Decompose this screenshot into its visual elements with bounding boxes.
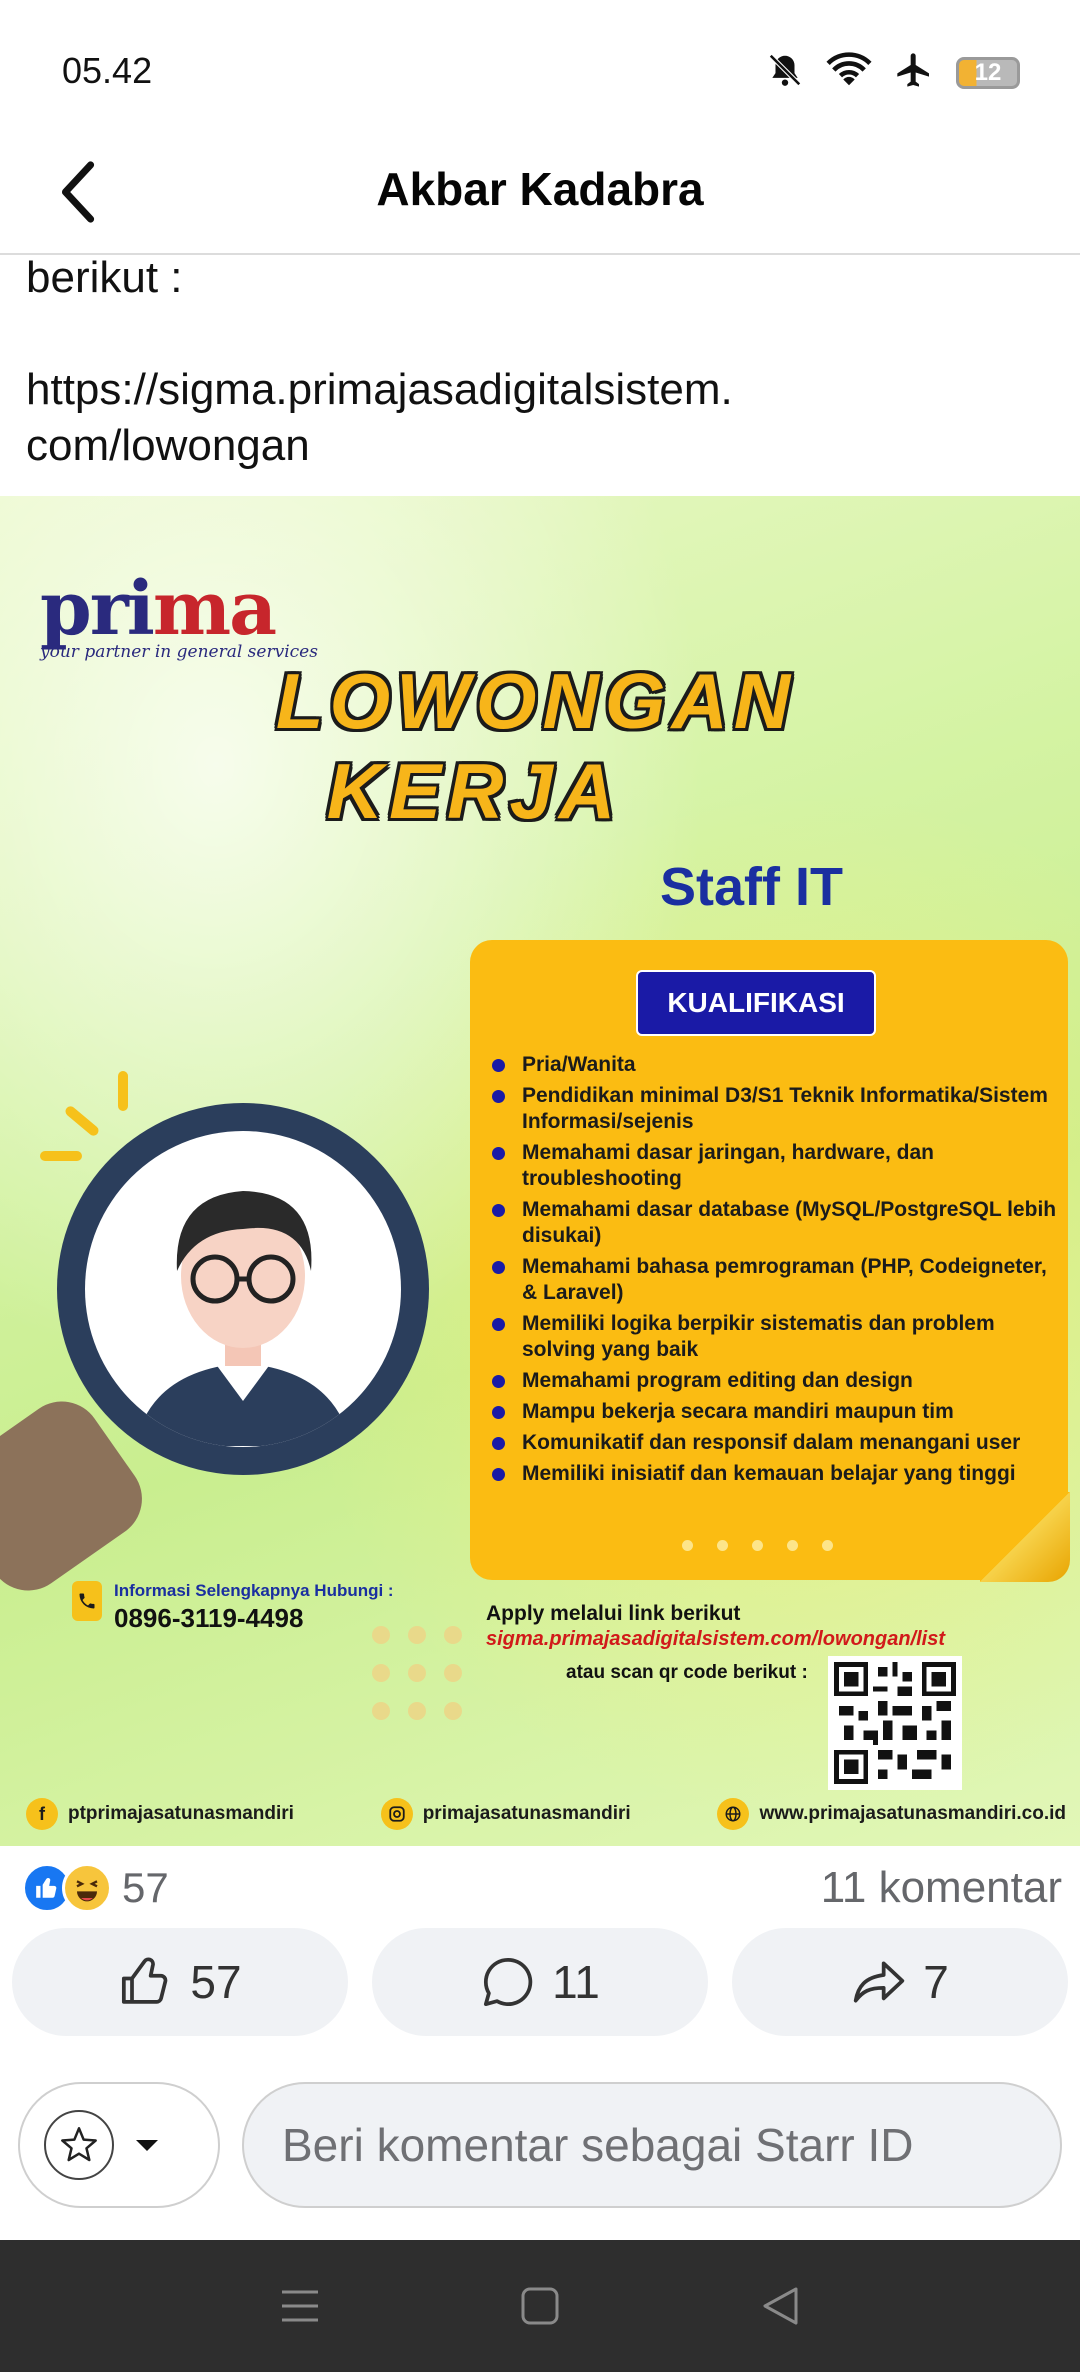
instagram-link: primajasatunasmandiri: [381, 1798, 631, 1830]
apply-link: sigma.primajasadigitalsistem.com/lowongan/list: [486, 1628, 946, 1650]
system-nav-bar: [0, 2240, 1080, 2372]
like-count: 57: [190, 1956, 242, 2008]
facebook-icon: f: [26, 1798, 58, 1830]
reaction-count-button[interactable]: [22, 1863, 169, 1913]
reaction-count: 57: [122, 1864, 169, 1911]
phone-icon: [72, 1581, 102, 1621]
post-text: [26, 250, 1056, 474]
page-title: Akbar Kadabra: [376, 163, 704, 215]
share-arrow-icon: [851, 1954, 907, 2010]
menu-nav-button[interactable]: [260, 2266, 340, 2346]
thumbs-up-icon: [118, 1954, 174, 2010]
list-item: Pria/Wanita: [492, 1052, 1058, 1078]
share-count: 7: [923, 1956, 949, 2008]
headline-kerja: KERJA: [326, 747, 622, 835]
qualifications-card: [470, 940, 1068, 1580]
comment-composer: [18, 2082, 1062, 2208]
instagram-icon: [381, 1798, 413, 1830]
prima-logo: prima your partner in general services: [40, 566, 318, 662]
pagination-dots: [682, 1540, 833, 1551]
comment-count-link[interactable]: 11 komentar: [820, 1863, 1062, 1912]
contact-info: [72, 1581, 394, 1634]
decorative-dots: [372, 1626, 462, 1720]
bell-off-icon: [766, 51, 804, 94]
page-curl-shape: [980, 1492, 1070, 1582]
caret-down-icon: [134, 2137, 160, 2153]
list-item: Pendidikan minimal D3/S1 Teknik Informatika/Sistem Informasi/sejenis: [492, 1083, 1058, 1135]
contact-phone: 0896-3119-4498: [114, 1603, 304, 1633]
menu-icon: [280, 2288, 320, 2324]
star-avatar-icon: [44, 2110, 114, 2180]
apply-label: Apply melalui link berikut: [486, 1602, 741, 1625]
qualifications-list: [492, 1052, 1058, 1492]
contact-label: Informasi Selengkapnya Hubungi :: [114, 1581, 394, 1600]
magnifier-avatar-illustration: [55, 1101, 430, 1476]
list-item: Memahami bahasa pemrograman (PHP, Codeigneter, & Laravel): [492, 1254, 1058, 1306]
comment-count: 11: [552, 1956, 600, 2008]
airplane-icon: [894, 50, 934, 95]
post-text-line: berikut :: [26, 253, 183, 302]
haha-reaction-icon: [62, 1863, 112, 1913]
list-item: Komunikatif dan responsif dalam menangani user: [492, 1430, 1058, 1456]
list-item: Memahami dasar jaringan, hardware, dan troubleshooting: [492, 1140, 1058, 1192]
comment-bubble-icon: [480, 1954, 536, 2010]
status-icons: [766, 50, 1020, 95]
share-button[interactable]: [732, 1928, 1068, 2036]
website-link: www.primajasatunasmandiri.co.id: [717, 1798, 1066, 1830]
profile-switcher[interactable]: [18, 2082, 220, 2208]
like-button[interactable]: [12, 1928, 348, 2036]
globe-icon: [717, 1798, 749, 1830]
post-link[interactable]: https://sigma.primajasadigitalsistem. com/lowongan: [26, 365, 733, 470]
apply-info: [486, 1602, 945, 1651]
comment-button[interactable]: [372, 1928, 708, 2036]
job-title: Staff IT: [660, 857, 843, 917]
social-links: [26, 1798, 1066, 1830]
post-image[interactable]: [0, 496, 1080, 1846]
home-square-icon: [520, 2286, 560, 2326]
facebook-link: f ptprimajasatunasmandiri: [26, 1798, 294, 1830]
status-bar: [0, 0, 1080, 130]
qr-code-icon: [828, 1656, 962, 1790]
list-item: Memahami dasar database (MySQL/PostgreSQL lebih disukai): [492, 1197, 1058, 1249]
comment-input[interactable]: [242, 2082, 1062, 2208]
post-actions: [12, 1928, 1068, 2036]
list-item: Memiliki inisiatif dan kemauan belajar yang tinggi: [492, 1461, 1058, 1487]
reactions-summary: [22, 1858, 1062, 1918]
battery-icon: 12: [956, 57, 1020, 89]
back-triangle-icon: [760, 2285, 800, 2327]
list-item: Memahami program editing dan design: [492, 1368, 1058, 1394]
home-nav-button[interactable]: [500, 2266, 580, 2346]
list-item: Memiliki logika berpikir sistematis dan problem solving yang baik: [492, 1311, 1058, 1363]
list-item: Mampu bekerja secara mandiri maupun tim: [492, 1399, 1058, 1425]
headline-lowongan: LOWONGAN: [275, 657, 797, 745]
back-nav-button[interactable]: [740, 2266, 820, 2346]
qualifications-title: KUALIFIKASI: [636, 970, 876, 1036]
app-header: [0, 130, 1080, 255]
status-time: 05.42: [62, 50, 153, 91]
scan-label: atau scan qr code berikut :: [566, 1662, 808, 1683]
wifi-icon: [826, 51, 872, 94]
